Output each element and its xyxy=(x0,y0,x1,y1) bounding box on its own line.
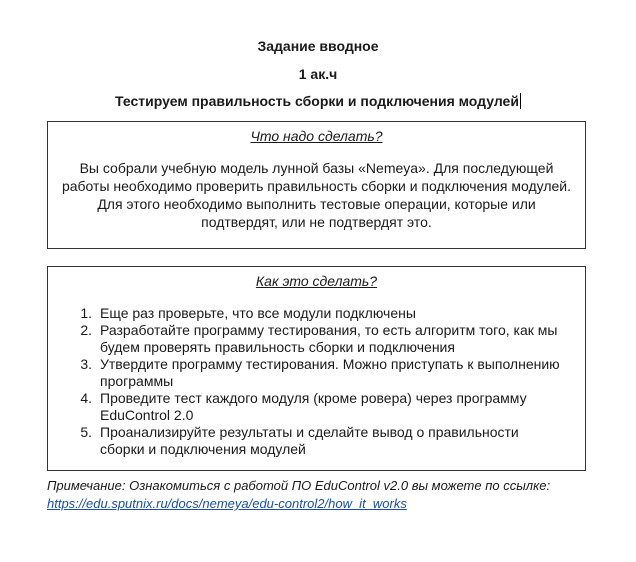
step-text: Проведите тест каждого модуля (кроме ровера) через программу EduControl 2.0 xyxy=(100,390,527,423)
step-number: 2. xyxy=(80,322,92,338)
what-to-do-heading: Что надо сделать? xyxy=(250,128,383,144)
step-text: Разработайте программу тестирования, то есть алгоритм того, как мы будем проверять правильность сборки и подключения xyxy=(100,322,558,355)
note xyxy=(47,477,587,513)
step-number: 3. xyxy=(80,356,92,372)
list-item xyxy=(48,305,585,322)
list-item xyxy=(48,356,585,390)
task-title: Задание вводное xyxy=(257,38,379,54)
topic-text: Тестируем правильность сборки и подключения модулей xyxy=(115,93,519,109)
topic-heading xyxy=(0,92,636,110)
list-item xyxy=(48,390,585,424)
list-item xyxy=(48,322,585,356)
step-text: Утвердите программу тестирования. Можно приступать к выполнению программы xyxy=(100,356,560,389)
what-to-do-box xyxy=(47,121,586,249)
list-item xyxy=(48,424,585,458)
how-to-do-heading: Как это сделать? xyxy=(255,273,378,289)
what-to-do-text: Вы собрали учебную модель лунной базы «Nemeya». Для последующей работы необходимо проверить правильность сборки и подключения модулей. Для этого необходимо выполнить тестовые операции, которые или подтвердят, или не подтвердят это. xyxy=(61,160,572,230)
duration-label: 1 ак.ч xyxy=(298,66,338,82)
step-number: 1. xyxy=(80,305,92,321)
steps-list xyxy=(48,305,585,458)
docs-link[interactable]: https://edu.sputnix.ru/docs/nemeya/edu-control2/how_it_works xyxy=(47,496,407,511)
text-cursor xyxy=(520,93,521,109)
step-text: Еще раз проверьте, что все модули подключены xyxy=(100,305,416,321)
step-number: 5. xyxy=(80,424,92,440)
step-text: Проанализируйте результаты и сделайте вывод о правильности сборки и подключения модулей xyxy=(100,424,519,457)
step-number: 4. xyxy=(80,390,92,406)
how-to-do-box xyxy=(47,266,586,471)
note-text: Примечание: Ознакомиться с работой ПО EduControl v2.0 вы можете по ссылке: xyxy=(47,478,551,493)
